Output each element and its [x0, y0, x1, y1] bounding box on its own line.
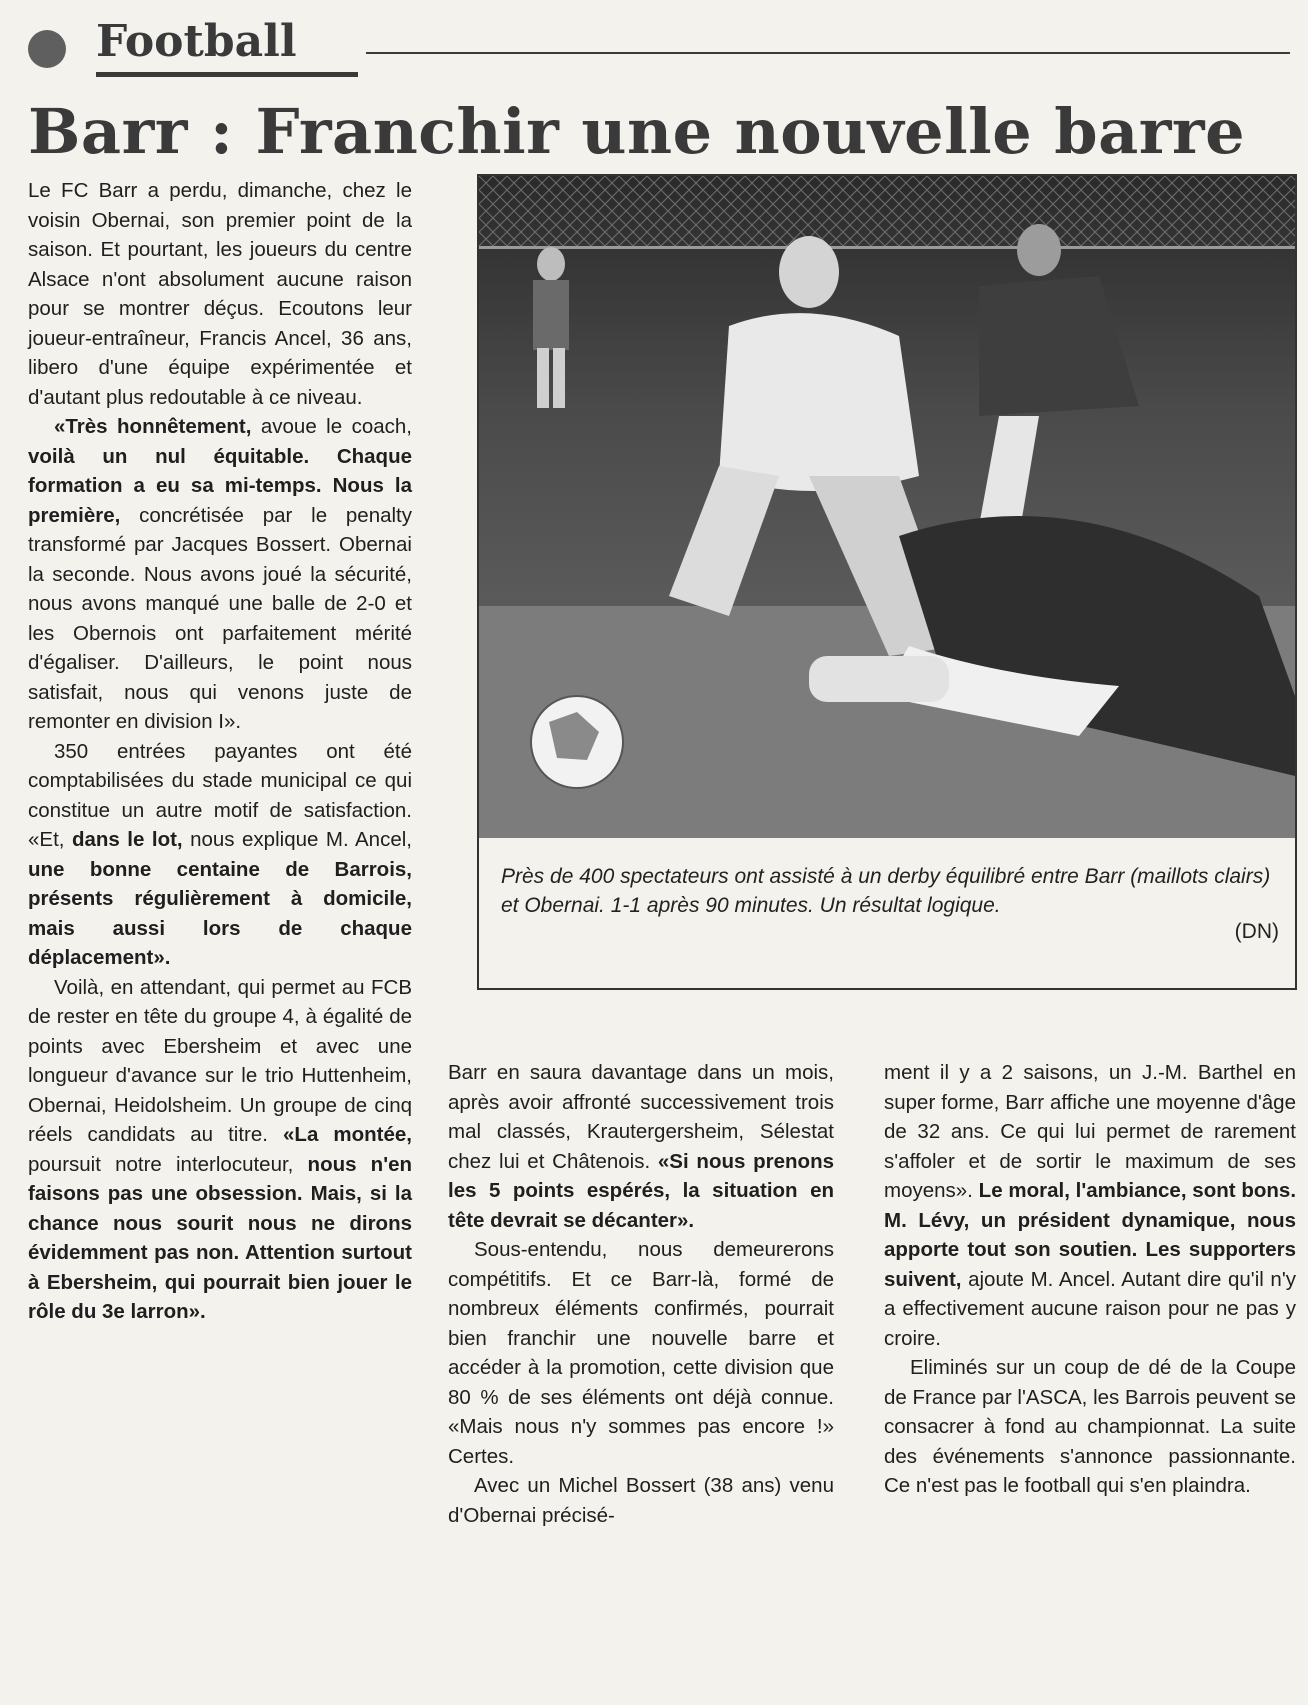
paragraph-text: concrétisée par le penalty transformé par Jacques Bossert. Obernai la seconde. Nous avons joué la sécurité, nous avons manqué une balle de 2-0 et les Obernois ont parfaitement mérité d'égaliser. D'ailleurs, le point nous satisfait, nous qui venons juste de remonter en division I». [28, 503, 412, 733]
column-3 [884, 1058, 1296, 1501]
quote-text: une bonne centaine de Barrois, présents régulièrement à domicile, mais aussi lors de chaque déplacement». [28, 857, 412, 969]
quote-text: nous n'en faisons pas une obsession. Mais, si la chance nous sourit nous ne dirons évidemment pas non. Attention surtout à Ebersheim, qui pourrait bien jouer le rôle du 3e larron». [28, 1152, 413, 1323]
headline: Barr : Franchir une nouvelle barre [28, 95, 1246, 168]
quote-text: «La montée, [283, 1123, 412, 1146]
rubric-underline [96, 72, 358, 77]
section-rubric [28, 14, 1290, 76]
photo-caption: Près de 400 spectateurs ont assisté à un derby équilibré entre Barr (maillots clairs) et Obernai. 1-1 après 90 minutes. Un résultat logique. [501, 865, 1271, 917]
paragraph-text: 350 entrées payantes ont été comptabilisées du stade municipal ce qui constitue un autre motif de satisfaction. «Et, [28, 739, 412, 851]
photo-box [477, 174, 1297, 990]
quote-text: «Très honnêtement, [54, 415, 252, 438]
paragraph-text: Sous-entendu, nous demeurerons compétitifs. Et ce Barr-là, formé de nombreux éléments confirmés, pourrait bien franchir une nouvelle barre et accéder à la promotion, cette division que 80 % de ses éléments ont déjà connue. «Mais nous n'y sommes pas encore !» Certes. [448, 1238, 834, 1468]
paragraph-veterans [448, 1471, 834, 1530]
paragraph-standings [28, 973, 412, 1327]
paragraph-text: ajoute M. Ancel. Autant dire qu'il n'y a effectivement aucune raison pour ne pas y croire. [884, 1267, 1296, 1350]
paragraph-text: Eliminés sur un coup de dé de la Coupe de France par l'ASCA, les Barrois peuvent se consacrer à fond au championnat. La suite des événements s'annonce passionnante. Ce n'est pas le football qui s'en plaindra. [884, 1356, 1296, 1497]
paragraph-text: poursuit notre interlocuteur, [28, 1152, 308, 1176]
rubric-rule [366, 52, 1290, 54]
paragraph-text: avoue le coach, [251, 415, 412, 438]
quote-text: «Si nous prenons les 5 points espérés, la situation en tête devrait se décanter». [448, 1149, 835, 1232]
match-photo [479, 176, 1295, 838]
paragraph-intro [28, 176, 412, 412]
paragraph-text: nous explique M. Ancel, [182, 828, 412, 851]
paragraph-text: Le FC Barr a perdu, dimanche, chez le voisin Obernai, son premier point de la saison. Et pourtant, les joueurs du centre Alsace n'ont absolument aucune raison pour se montrer déçus. Ecoutons leur joueur-entraîneur, Francis Ancel, 36 ans, libero d'une équipe expérimentée et d'autant plus redoutable à ce niveau. [28, 179, 412, 409]
paragraph-quote-1 [28, 412, 412, 737]
paragraph-cup [884, 1353, 1296, 1501]
paragraph-text: Barr en saura davantage dans un mois, après avoir affronté successivement trois mal classés, Krautergersheim, Sélestat chez lui et Châtenois. [448, 1061, 834, 1173]
bullet-icon [28, 30, 66, 68]
paragraph-text: ment il y a 2 saisons, un J.-M. Barthel en super forme, Barr affiche une moyenne d'âge de 32 ans. Ce qui lui permet de rarement s'affoler et de sortir le maximum de ses moyens». [884, 1061, 1296, 1202]
column-2 [448, 1058, 834, 1530]
paragraph-promotion [448, 1235, 834, 1471]
quote-text: voilà un nul équitable. Chaque formation a eu sa mi-temps. Nous la première, [28, 444, 412, 527]
photo-credit: (DN) [1234, 920, 1279, 943]
paragraph-attendance [28, 737, 412, 973]
rubric-label: Football [96, 16, 297, 67]
paragraph-text: Avec un Michel Bossert (38 ans) venu d'Obernai précisé- [448, 1474, 834, 1527]
quote-text: Le moral, l'ambiance, sont bons. M. Lévy, un président dynamique, nous apporte tout son soutien. Les supporters suivent, [884, 1179, 1297, 1291]
paragraph-text: Voilà, en attendant, qui permet au FCB de rester en tête du groupe 4, à égalité de points avec Ebersheim et avec une longueur d'avance sur le trio Huttenheim, Obernai, Heidolsheim. Un groupe de cinq réels candidats au titre. [28, 975, 412, 1146]
quote-text: dans le lot, [71, 828, 183, 851]
paragraph-fixtures [448, 1058, 834, 1235]
column-1 [28, 176, 412, 1327]
paragraph-veterans-continued [884, 1058, 1296, 1353]
